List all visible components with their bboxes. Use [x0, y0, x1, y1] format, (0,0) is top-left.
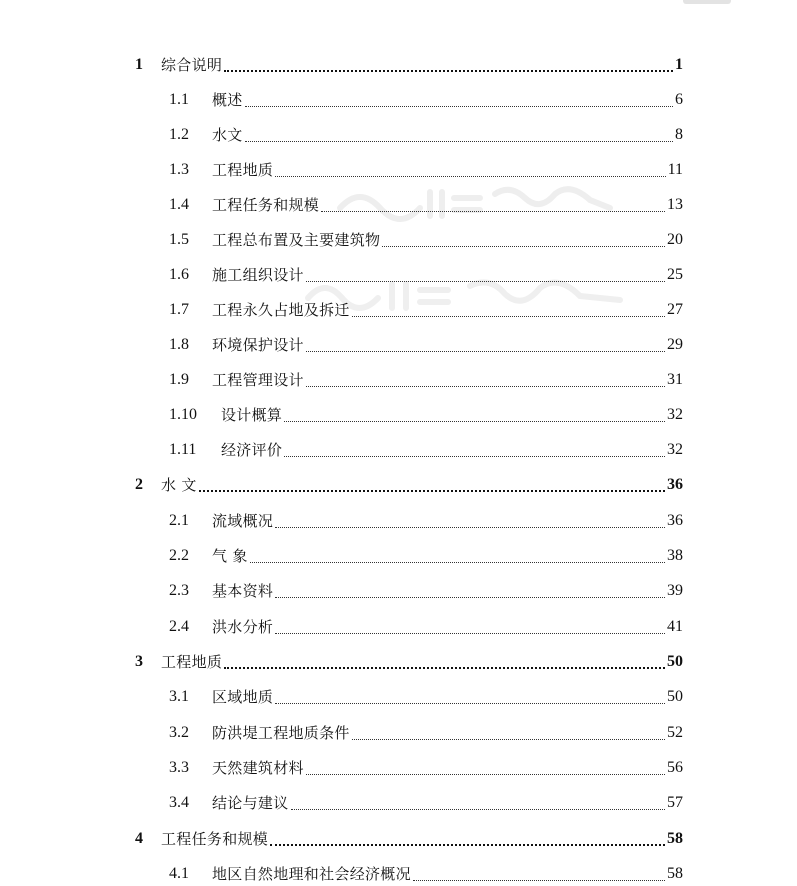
toc-section-entry[interactable] — [169, 158, 683, 182]
toc-section-entry[interactable] — [169, 756, 683, 780]
toc-entry-number: 1.9 — [169, 371, 189, 388]
toc-entry-page-number: 41 — [667, 618, 683, 635]
toc-section-entry[interactable] — [169, 579, 683, 603]
toc-entry-page-number: 50 — [667, 653, 683, 670]
toc-entry-page-number: 29 — [667, 336, 683, 353]
dot-leader — [284, 442, 665, 462]
toc-entry-number: 2.1 — [169, 512, 189, 529]
toc-entry-title: 工程任务和规模 — [161, 830, 269, 848]
toc-entry-number: 1.5 — [169, 231, 189, 248]
toc-entry-number: 1.4 — [169, 196, 189, 213]
dot-leader — [413, 866, 665, 886]
toc-entry-number: 3 — [135, 653, 143, 670]
toc-section-entry[interactable] — [169, 88, 683, 112]
toc-entry-number: 2.3 — [169, 582, 189, 599]
toc-entry-page-number: 50 — [667, 688, 683, 705]
toc-entry-page-number: 1 — [675, 56, 683, 73]
dot-leader — [306, 267, 665, 287]
toc-entry-title: 结论与建议 — [212, 794, 289, 812]
toc-section-entry[interactable] — [169, 368, 683, 392]
dot-leader — [199, 477, 665, 497]
toc-entry-page-number: 25 — [667, 266, 683, 283]
toc-section-entry[interactable] — [169, 333, 683, 357]
dot-leader — [382, 232, 665, 252]
toc-entry-title: 工程管理设计 — [212, 371, 304, 389]
toc-entry-page-number: 36 — [667, 512, 683, 529]
toc-entry-page-number: 13 — [667, 196, 683, 213]
toc-entry-number: 1.7 — [169, 301, 189, 318]
toc-entry-title: 水文 — [212, 126, 243, 144]
toc-entry-title: 工程地质 — [161, 653, 223, 671]
toc-entry-title: 施工组织设计 — [212, 266, 304, 284]
toc-entry-page-number: 32 — [667, 441, 683, 458]
toc-chapter-entry[interactable] — [135, 827, 683, 851]
toc-entry-page-number: 36 — [667, 476, 683, 493]
toc-section-entry[interactable] — [169, 228, 683, 252]
dot-leader — [250, 548, 665, 568]
toc-entry-page-number: 56 — [667, 759, 683, 776]
toc-entry-title: 基本资料 — [212, 582, 274, 600]
toc-entry-number: 1.11 — [169, 441, 197, 458]
toc-entry-number: 1.1 — [169, 91, 189, 108]
toc-entry-page-number: 6 — [675, 91, 683, 108]
dot-leader — [291, 795, 665, 815]
dot-leader — [275, 619, 665, 639]
dot-leader — [306, 372, 665, 392]
toc-section-entry[interactable] — [169, 193, 683, 217]
toc-section-entry[interactable] — [169, 123, 683, 147]
dot-leader — [352, 725, 665, 745]
toc-entry-title: 概述 — [212, 91, 243, 109]
dot-leader — [284, 407, 665, 427]
toc-entry-number: 1.3 — [169, 161, 189, 178]
toc-entry-title: 工程地质 — [212, 161, 274, 179]
toc-entry-page-number: 39 — [667, 582, 683, 599]
page-header-mark — [683, 0, 731, 4]
toc-entry-number: 3.4 — [169, 794, 189, 811]
toc-entry-page-number: 27 — [667, 301, 683, 318]
toc-entry-title: 防洪堤工程地质条件 — [212, 724, 350, 742]
toc-entry-number: 1.2 — [169, 126, 189, 143]
toc-entry-number: 4 — [135, 830, 143, 847]
toc-entry-number: 1 — [135, 56, 143, 73]
toc-entry-title: 水 文 — [161, 476, 197, 494]
dot-leader — [224, 654, 665, 674]
toc-entry-number: 2 — [135, 476, 143, 493]
toc-section-entry[interactable] — [169, 544, 683, 568]
toc-entry-number: 1.6 — [169, 266, 189, 283]
dot-leader — [275, 513, 665, 533]
toc-section-entry[interactable] — [169, 615, 683, 639]
toc-entry-title: 区域地质 — [212, 688, 274, 706]
dot-leader — [306, 337, 665, 357]
toc-chapter-entry[interactable] — [135, 650, 683, 674]
toc-section-entry[interactable] — [169, 862, 683, 886]
dot-leader — [245, 127, 673, 147]
dot-leader — [275, 162, 665, 182]
toc-section-entry[interactable] — [169, 791, 683, 815]
toc-entry-page-number: 20 — [667, 231, 683, 248]
dot-leader — [352, 302, 665, 322]
dot-leader — [270, 831, 665, 851]
toc-entry-page-number: 38 — [667, 547, 683, 564]
toc-entry-number: 4.1 — [169, 865, 189, 882]
toc-section-entry[interactable] — [169, 263, 683, 287]
toc-entry-number: 1.8 — [169, 336, 189, 353]
toc-entry-title: 工程总布置及主要建筑物 — [212, 231, 381, 249]
toc-entry-number: 2.2 — [169, 547, 189, 564]
toc-entry-page-number: 11 — [667, 161, 683, 178]
toc-chapter-entry[interactable] — [135, 473, 683, 497]
toc-entry-number: 3.3 — [169, 759, 189, 776]
dot-leader — [306, 760, 665, 780]
dot-leader — [275, 583, 665, 603]
toc-section-entry[interactable] — [169, 298, 683, 322]
toc-entry-title: 环境保护设计 — [212, 336, 304, 354]
toc-entry-number: 2.4 — [169, 618, 189, 635]
toc-entry-title: 工程任务和规模 — [212, 196, 320, 214]
toc-entry-title: 综合说明 — [161, 56, 223, 74]
toc-entry-number: 1.10 — [169, 406, 197, 423]
toc-section-entry[interactable] — [169, 438, 683, 462]
toc-entry-title: 工程永久占地及拆迁 — [212, 301, 350, 319]
toc-entry-title: 天然建筑材料 — [212, 759, 304, 777]
toc-entry-number: 3.1 — [169, 688, 189, 705]
toc-entry-title: 洪水分析 — [212, 618, 274, 636]
toc-entry-title: 设计概算 — [221, 406, 283, 424]
dot-leader — [275, 689, 665, 709]
toc-entry-page-number: 32 — [667, 406, 683, 423]
toc-section-entry[interactable] — [169, 403, 683, 427]
toc-section-entry[interactable] — [169, 685, 683, 709]
toc-section-entry[interactable] — [169, 721, 683, 745]
toc-entry-page-number: 8 — [675, 126, 683, 143]
toc-entry-page-number: 57 — [667, 794, 683, 811]
toc-section-entry[interactable] — [169, 509, 683, 533]
toc-entry-page-number: 58 — [667, 865, 683, 882]
dot-leader — [224, 57, 673, 77]
toc-entry-title: 地区自然地理和社会经济概况 — [212, 865, 411, 883]
dot-leader — [245, 92, 673, 112]
toc-entry-title: 气 象 — [212, 547, 248, 565]
toc-entry-number: 3.2 — [169, 724, 189, 741]
toc-chapter-entry[interactable] — [135, 53, 683, 77]
dot-leader — [321, 197, 665, 217]
toc-entry-title: 经济评价 — [221, 441, 283, 459]
toc-entry-page-number: 52 — [667, 724, 683, 741]
toc-entry-page-number: 31 — [667, 371, 683, 388]
toc-entry-page-number: 58 — [667, 830, 683, 847]
toc-entry-title: 流域概况 — [212, 512, 274, 530]
